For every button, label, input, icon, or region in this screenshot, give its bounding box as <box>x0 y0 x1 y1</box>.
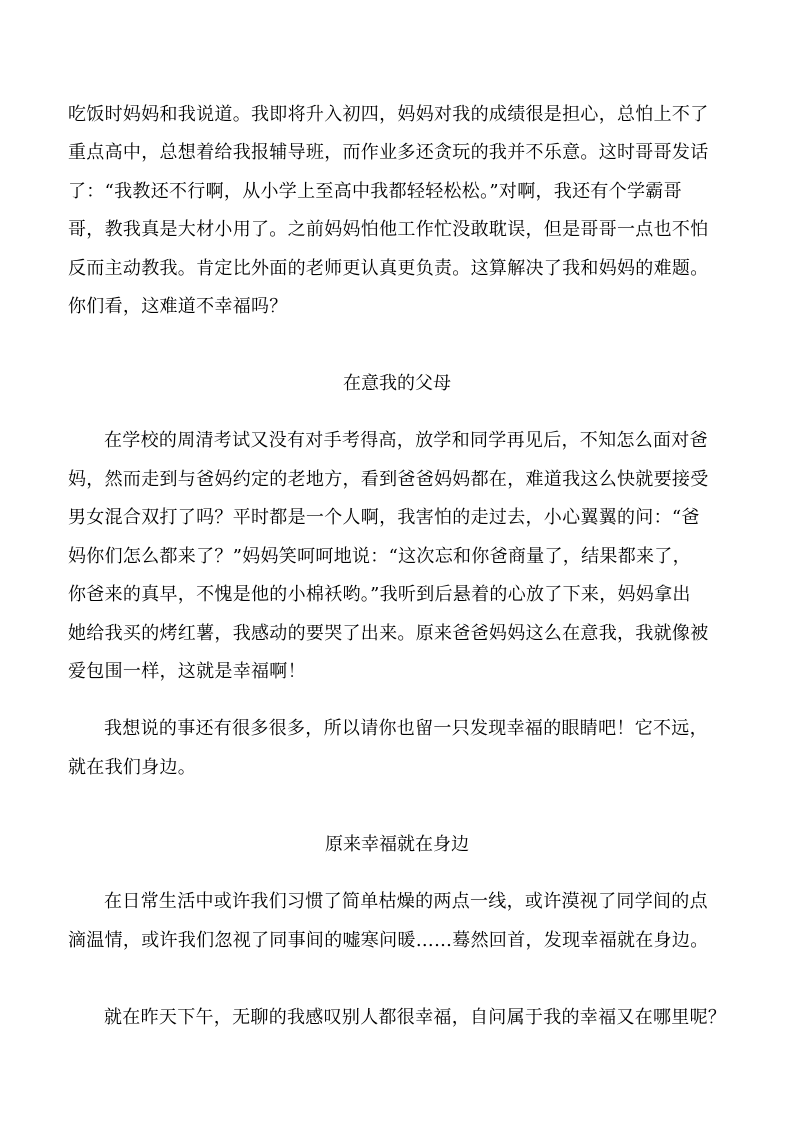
section-heading: 在意我的父母 <box>343 373 451 394</box>
paragraph-line: 吃饭时妈妈和我说道。我即将升入初四，妈妈对我的成绩很是担心，总怕上不了 <box>68 104 709 125</box>
paragraph-line: 就在昨天下午，无聊的我感叹别人都很幸福，自问属于我的幸福又在哪里呢？ <box>104 1007 727 1028</box>
paragraph-line: 男女混合双打了吗？平时都是一个人啊，我害怕的走过去，小心翼翼的问：“爸 <box>68 507 700 528</box>
paragraph-line: 妈，然而走到与爸妈约定的老地方，看到爸爸妈妈都在，难道我这么快就要接受 <box>68 469 709 490</box>
paragraph-line: 妈你们怎么都来了？”妈妈笑呵呵地说：“这次忘和你爸商量了，结果都来了， <box>68 546 691 567</box>
paragraph-line: 我想说的事还有很多很多，所以请你也留一只发现幸福的眼睛吧！它不远， <box>104 718 708 739</box>
paragraph-line: 了：“我教还不行啊，从小学上至高中我都轻轻松松。”对啊，我还有个学霸哥 <box>68 181 682 202</box>
paragraph-line: 你爸来的真早，不愧是他的小棉袄哟。”我听到后悬着的心放了下来，妈妈拿出 <box>68 584 691 605</box>
paragraph-line: 在日常生活中或许我们习惯了简单枯燥的两点一线，或许漠视了同学间的点 <box>104 891 708 912</box>
paragraph-line: 爱包围一样，这就是幸福啊！ <box>68 661 306 682</box>
paragraph-line: 滴温情，或许我们忽视了同事间的嘘寒问暖……蓦然回首，发现幸福就在身边。 <box>68 930 709 951</box>
paragraph-line: 你们看，这难道不幸福吗？ <box>68 296 288 317</box>
paragraph-line: 在学校的周清考试又没有对手考得高，放学和同学再见后，不知怎么面对爸 <box>104 430 708 451</box>
paragraph-line: 反而主动教我。肯定比外面的老师更认真更负责。这算解决了我和妈妈的难题。 <box>68 258 709 279</box>
paragraph-line: 就在我们身边。 <box>68 757 197 778</box>
section-heading: 原来幸福就在身边 <box>325 834 469 855</box>
paragraph-line: 哥，教我真是大材小用了。之前妈妈怕他工作忙没敢耽误，但是哥哥一点也不怕 <box>68 219 709 240</box>
paragraph-line: 重点高中，总想着给我报辅导班，而作业多还贪玩的我并不乐意。这时哥哥发话 <box>68 142 709 163</box>
paragraph-line: 她给我买的烤红薯，我感动的要哭了出来。原来爸爸妈妈这么在意我，我就像被 <box>68 623 709 644</box>
